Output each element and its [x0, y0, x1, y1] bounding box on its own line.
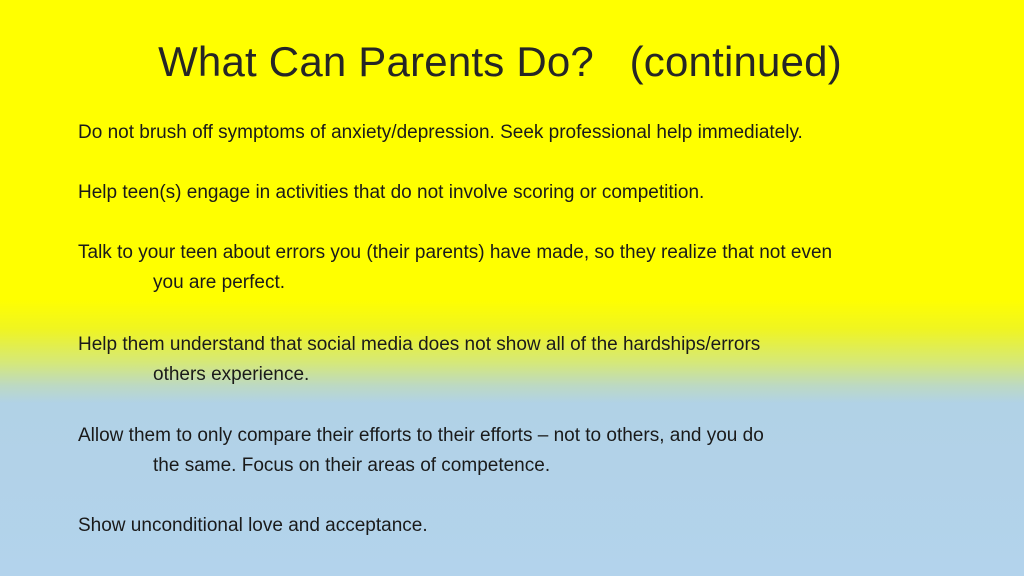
bullet-item [78, 330, 760, 390]
slide-title: What Can Parents Do? (continued) [158, 38, 842, 85]
bullet-item [78, 511, 428, 541]
bullet-item [78, 421, 764, 481]
bullet-text: Allow them to only compare their efforts to their efforts – not to others, and you do [78, 425, 764, 446]
bullet-item [78, 178, 704, 208]
bullet-text: Do not brush off symptoms of anxiety/depression. Seek professional help immediately. [78, 122, 803, 143]
bullet-item [78, 238, 832, 298]
bullet-item [78, 118, 803, 148]
bullet-text: Talk to your teen about errors you (their parents) have made, so they realize that not even [78, 242, 833, 263]
bullet-text: Help teen(s) engage in activities that do not involve scoring or competition. [78, 182, 705, 203]
bullet-continuation: others experience. [153, 364, 310, 385]
bullet-continuation: you are perfect. [153, 272, 286, 293]
bullet-text: Show unconditional love and acceptance. [78, 515, 428, 536]
bullet-continuation: the same. Focus on their areas of competence. [153, 455, 551, 476]
bullet-text: Help them understand that social media does not show all of the hardships/errors [78, 334, 761, 355]
